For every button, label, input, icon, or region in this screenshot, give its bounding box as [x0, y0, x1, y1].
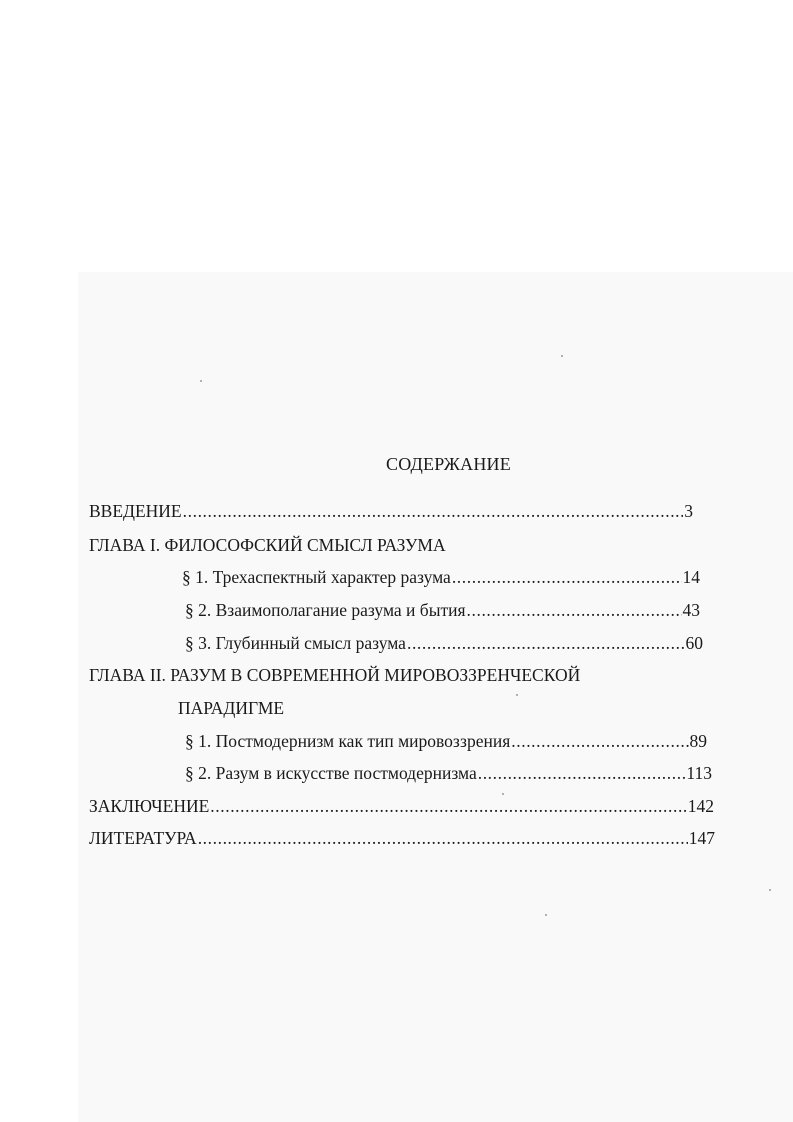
toc-heading-text: СОДЕРЖАНИЕ	[386, 454, 511, 474]
toc-heading	[0, 454, 793, 475]
toc-entry-page: 60	[685, 633, 703, 653]
toc-entry-section	[182, 566, 700, 588]
toc-entry-title: ВВЕДЕНИЕ	[89, 501, 182, 521]
toc-leader-dots	[511, 730, 688, 752]
toc-entry-page: 89	[689, 731, 707, 751]
toc-entry-title: § 2. Взаимополагание разума и бытия	[185, 600, 466, 620]
toc-leader-dots	[478, 762, 686, 784]
toc-leader-dots	[198, 827, 688, 849]
toc-leader-dots	[467, 599, 682, 621]
scan-speck	[200, 380, 202, 382]
toc-entry-title: § 2. Разум в искусстве постмодернизма	[185, 763, 477, 783]
toc-entry-title: § 1. Постмодернизм как тип мировоззрения	[185, 731, 511, 751]
toc-entry-page: 142	[687, 796, 714, 816]
toc-entry-page: 113	[686, 763, 712, 783]
toc-chapter-2-title: ГЛАВА II. РАЗУМ В СОВРЕМЕННОЙ МИРОВОЗЗРЕНЧЕСКОЙ	[89, 665, 581, 685]
toc-entry-conclusion	[89, 795, 714, 817]
toc-entry-page: 3	[684, 501, 693, 521]
toc-entry-section	[185, 762, 712, 784]
toc-chapter-1-title: ГЛАВА I. ФИЛОСОФСКИЙ СМЫСЛ РАЗУМА	[89, 535, 446, 555]
toc-leader-dots	[407, 632, 685, 654]
scan-speck	[516, 694, 518, 696]
toc-entry-title: § 1. Трехаспектный характер разума	[182, 567, 451, 587]
toc-chapter-2-title-continued: ПАРАДИГМЕ	[178, 698, 285, 718]
toc-entry-title: ЗАКЛЮЧЕНИЕ	[89, 796, 210, 816]
toc-entry-bibliography	[89, 827, 715, 849]
scan-speck	[769, 889, 771, 891]
toc-leader-dots	[183, 500, 684, 522]
toc-leader-dots	[210, 795, 686, 817]
toc-entry-section	[185, 599, 700, 621]
toc-entry-page: 43	[682, 600, 700, 620]
toc-entry-section	[185, 730, 707, 752]
toc-entry-title: § 3. Глубинный смысл разума	[185, 633, 406, 653]
toc-entry-page: 14	[682, 567, 700, 587]
toc-entry-page: 147	[688, 828, 715, 848]
toc-leader-dots	[452, 566, 682, 588]
toc-entry-title: ЛИТЕРАТУРА	[89, 828, 197, 848]
scan-speck	[545, 914, 547, 916]
toc-entry-section	[185, 632, 703, 654]
toc-entry-introduction	[89, 500, 693, 522]
scan-speck	[561, 355, 563, 357]
